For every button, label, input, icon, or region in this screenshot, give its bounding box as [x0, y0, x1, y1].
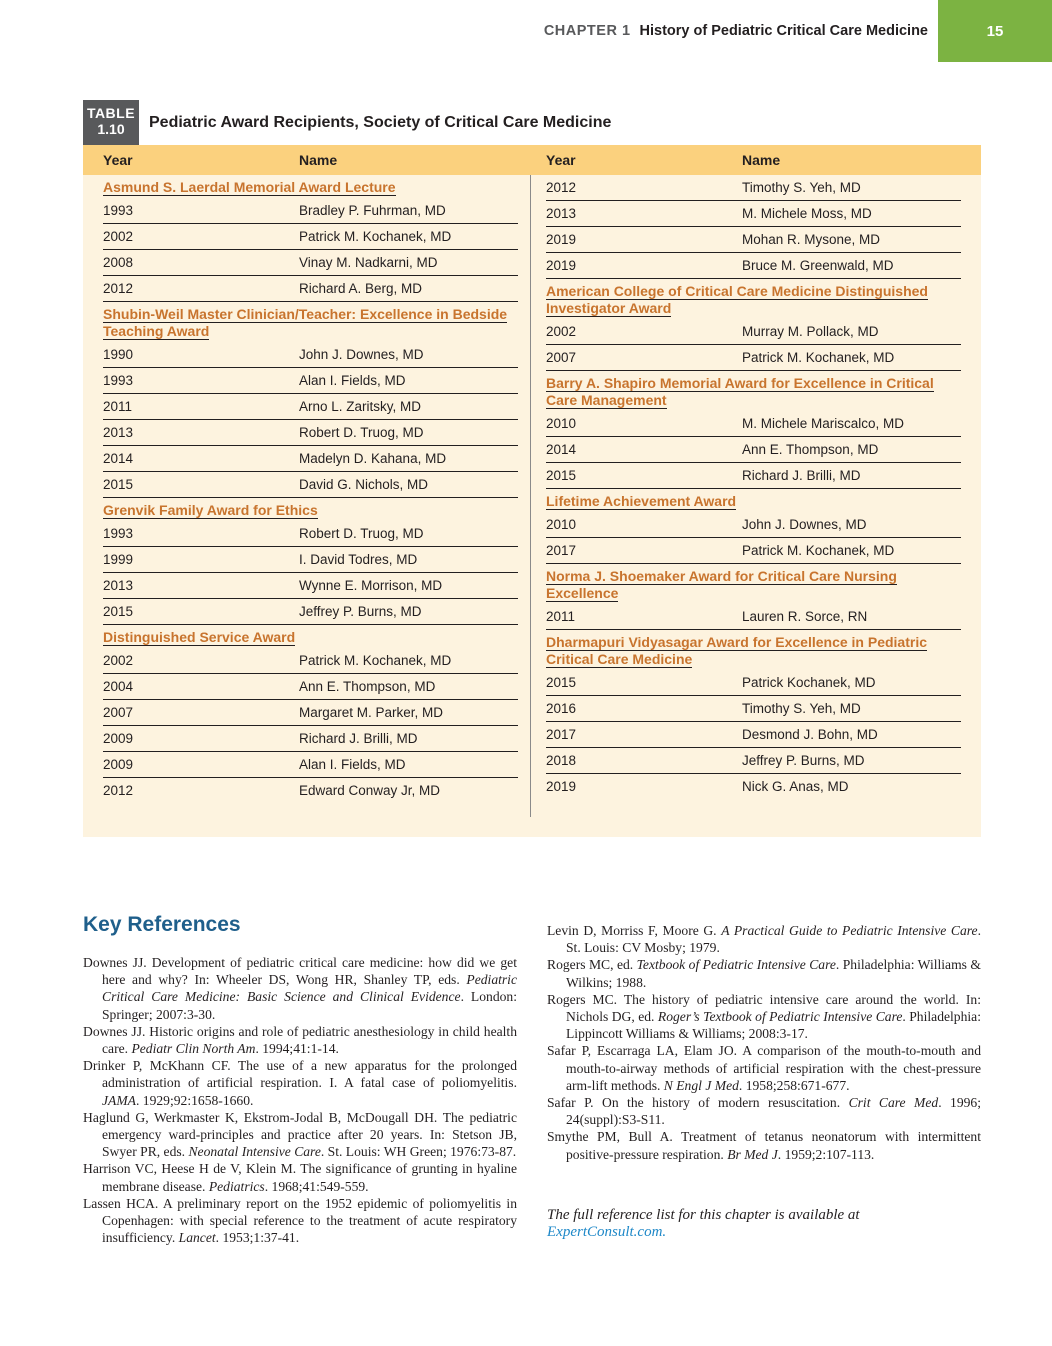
recipient-name: Bruce M. Greenwald, MD — [742, 258, 894, 273]
table-row — [546, 175, 961, 201]
award-section-title — [546, 630, 961, 670]
award-year: 2002 — [103, 229, 134, 244]
table-column-right — [546, 175, 961, 799]
award-year: 2019 — [546, 258, 577, 273]
recipient-name: Madelyn D. Kahana, MD — [299, 451, 447, 466]
recipient-name: Edward Conway Jr, MD — [299, 783, 441, 798]
col-header-year-left: Year — [103, 152, 133, 168]
award-year: 2018 — [546, 753, 577, 768]
reference-entry: Safar P. On the history of modern resuscitation. Crit Care Med. 1996; 24(suppl):S3-S11. — [547, 1095, 981, 1128]
reference-entry: Haglund G, Werkmaster K, Ekstrom-Jodal B, McDougall DH. The pediatric emergency ward-principles and practice after 20 years. In: Stetson JB, Swyer PR, eds. Neonatal Intensive Care. St. Louis: WH Green; 1976:73-87. — [83, 1109, 517, 1160]
award-year: 2010 — [546, 517, 577, 532]
award-year: 2019 — [546, 779, 577, 794]
table-tag — [83, 100, 139, 145]
table-header-row — [83, 145, 981, 175]
table-row — [546, 253, 961, 279]
award-year: 2015 — [546, 468, 577, 483]
award-year: 2019 — [546, 232, 577, 247]
column-divider — [530, 175, 531, 817]
award-year: 2004 — [103, 679, 134, 694]
table-row — [546, 411, 961, 437]
award-year: 2011 — [546, 609, 576, 624]
table-row — [546, 201, 961, 227]
recipient-name: Jeffrey P. Burns, MD — [299, 604, 422, 619]
award-year: 2015 — [103, 477, 134, 492]
table-row — [103, 752, 518, 778]
expertconsult-link[interactable]: ExpertConsult.com. — [547, 1224, 667, 1240]
award-year: 2017 — [546, 543, 577, 558]
award-year: 1990 — [103, 347, 134, 362]
recipient-name: Desmond J. Bohn, MD — [742, 727, 878, 742]
reference-entry: Drinker P, McKhann CF. The use of a new apparatus for the prolonged administration of artificial respiration. I. A fatal case of poliomyelitis. JAMA. 1929;92:1658-1660. — [83, 1058, 517, 1108]
award-year: 2012 — [546, 180, 577, 195]
award-year: 2013 — [103, 425, 134, 440]
recipient-name: John J. Downes, MD — [742, 517, 867, 532]
award-section-title-text: American College of Critical Care Medicine Distinguished Investigator Award — [546, 283, 928, 316]
page-number: 15 — [938, 0, 1052, 62]
award-section-title-text: Grenvik Family Award for Ethics — [103, 502, 318, 518]
award-year: 2007 — [546, 350, 577, 365]
table-row — [103, 547, 518, 573]
reference-entry: Harrison VC, Heese H de V, Klein M. The significance of grunting in hyaline membrane disease. Pediatrics. 1968;41:549-559. — [83, 1161, 517, 1194]
recipient-name: Lauren R. Sorce, RN — [742, 609, 868, 624]
award-section-title — [103, 175, 518, 198]
table-row — [103, 700, 518, 726]
recipient-name: David G. Nichols, MD — [299, 477, 429, 492]
award-year: 2012 — [103, 281, 134, 296]
award-section-title-text: Barry A. Shapiro Memorial Award for Excellence in Critical Care Management — [546, 375, 934, 408]
references-column-left — [83, 954, 517, 1246]
recipient-name: Murray M. Pollack, MD — [742, 324, 879, 339]
reference-entry: Lassen HCA. A preliminary report on the 1952 epidemic of poliomyelitis in Copenhagen: with special reference to the treatment of acute respiratory insufficiency. Lancet. 1953;1:37-41. — [83, 1195, 517, 1246]
recipient-name: Wynne E. Morrison, MD — [299, 578, 443, 593]
award-year: 1993 — [103, 373, 134, 388]
table-tag-word: TABLE — [86, 105, 136, 121]
award-year: 2011 — [103, 399, 133, 414]
table-row — [103, 674, 518, 700]
award-year: 2009 — [103, 731, 134, 746]
recipient-name: Arno L. Zaritsky, MD — [299, 399, 422, 414]
table-row — [546, 538, 961, 564]
table-row — [103, 648, 518, 674]
recipient-name: Ann E. Thompson, MD — [742, 442, 879, 457]
table-row — [546, 437, 961, 463]
table-row — [103, 778, 518, 803]
award-year: 1993 — [103, 526, 134, 541]
reference-entry: Downes JJ. Development of pediatric critical care medicine: how did we get here and why? In: Wheeler DS, Wong HR, Shanley TP, eds. Pediatric Critical Care Medicine: Basic Science and Clinical Evidence. London: Springer; 2007:3-30. — [83, 955, 517, 1022]
recipient-name: Ann E. Thompson, MD — [299, 679, 436, 694]
award-year: 2002 — [103, 653, 134, 668]
award-year: 2010 — [546, 416, 577, 431]
award-year: 2013 — [103, 578, 134, 593]
award-section-title — [546, 371, 961, 411]
recipient-name: Nick G. Anas, MD — [742, 779, 849, 794]
table-row — [103, 224, 518, 250]
award-year: 1999 — [103, 552, 134, 567]
award-section-title — [546, 279, 961, 319]
recipient-name: John J. Downes, MD — [299, 347, 424, 362]
col-header-name-right: Name — [742, 152, 781, 168]
table-row — [103, 726, 518, 752]
recipient-name: Alan I. Fields, MD — [299, 757, 406, 772]
table-row — [546, 512, 961, 538]
table-row — [103, 420, 518, 446]
recipient-name: M. Michele Moss, MD — [742, 206, 872, 221]
award-section-title-text: Dharmapuri Vidyasagar Award for Excellence in Pediatric Critical Care Medicine — [546, 634, 928, 667]
award-section-title-text: Asmund S. Laerdal Memorial Award Lecture — [103, 179, 396, 195]
award-year: 2002 — [546, 324, 577, 339]
table-row — [103, 250, 518, 276]
award-table — [83, 145, 981, 837]
table-row — [546, 604, 961, 630]
award-year: 1993 — [103, 203, 134, 218]
table-row — [103, 198, 518, 224]
award-year: 2007 — [103, 705, 134, 720]
full-reference-text: The full reference list for this chapter is available at — [547, 1207, 860, 1223]
award-section-title-text: Distinguished Service Award — [103, 629, 296, 645]
reference-entry: Downes JJ. Historic origins and role of pediatric anesthesiology in child health care. Pediatr Clin North Am. 1994;41:1-14. — [83, 1023, 517, 1057]
award-section-title — [103, 302, 518, 342]
recipient-name: Bradley P. Fuhrman, MD — [299, 203, 446, 218]
recipient-name: I. David Todres, MD — [299, 552, 418, 567]
recipient-name: Patrick M. Kochanek, MD — [299, 229, 452, 244]
reference-entry: Rogers MC. The history of pediatric intensive care around the world. In: Nichols DG, ed. Roger’s Textbook of Pediatric Intensive Care. Philadelphia: Lippincott Williams & Williams; 2008:3-17. — [547, 991, 981, 1042]
recipient-name: Margaret M. Parker, MD — [299, 705, 444, 720]
award-section-title — [103, 498, 518, 521]
col-header-name-left: Name — [299, 152, 338, 168]
table-tag-number: 1.10 — [97, 121, 125, 137]
table-row — [103, 368, 518, 394]
table-row — [546, 319, 961, 345]
recipient-name: Alan I. Fields, MD — [299, 373, 406, 388]
recipient-name: Patrick Kochanek, MD — [742, 675, 876, 690]
table-row — [103, 276, 518, 302]
award-year: 2014 — [103, 451, 134, 466]
award-year: 2008 — [103, 255, 134, 270]
reference-entry: Rogers MC, ed. Textbook of Pediatric Intensive Care. Philadelphia: Williams & Wilkins; 1988. — [547, 957, 981, 990]
award-year: 2012 — [103, 783, 134, 798]
table-row — [546, 345, 961, 371]
recipient-name: Patrick M. Kochanek, MD — [299, 653, 452, 668]
award-section-title — [546, 489, 961, 512]
award-section-title — [546, 564, 961, 604]
recipient-name: Timothy S. Yeh, MD — [742, 701, 861, 716]
reference-entry: Smythe PM, Bull A. Treatment of tetanus neonatorum with intermittent positive-pressure respiration. Br Med J. 1959;2:107-113. — [547, 1129, 981, 1162]
award-section-title-text: Shubin-Weil Master Clinician/Teacher: Excellence in Bedside Teaching Award — [103, 306, 508, 339]
recipient-name: Richard J. Brilli, MD — [299, 731, 418, 746]
recipient-name: Mohan R. Mysone, MD — [742, 232, 881, 247]
table-row — [103, 394, 518, 420]
chapter-label: CHAPTER 1 — [543, 23, 631, 39]
full-reference-note — [547, 1207, 981, 1241]
reference-entry: Safar P, Escarraga LA, Elam JO. A comparison of the mouth-to-mouth and mouth-to-airway methods of artificial respiration with the chest-pressure arm-lift methods. N Engl J Med. 1958;258:671-677. — [547, 1043, 981, 1093]
award-year: 2017 — [546, 727, 577, 742]
references-column-right — [547, 922, 981, 1163]
award-year: 2013 — [546, 206, 577, 221]
award-section-title-text: Norma J. Shoemaker Award for Critical Care Nursing Excellence — [546, 568, 897, 601]
recipient-name: Robert D. Truog, MD — [299, 425, 424, 440]
table-row — [103, 573, 518, 599]
chapter-title: History of Pediatric Critical Care Medicine — [639, 23, 928, 39]
recipient-name: Jeffrey P. Burns, MD — [742, 753, 865, 768]
award-year: 2015 — [103, 604, 134, 619]
table-row — [546, 227, 961, 253]
award-year: 2014 — [546, 442, 577, 457]
table-row — [546, 696, 961, 722]
table-row — [546, 463, 961, 489]
running-header — [0, 0, 938, 62]
table-row — [103, 472, 518, 498]
table-row — [103, 342, 518, 368]
award-section-title — [103, 625, 518, 648]
recipient-name: Patrick M. Kochanek, MD — [742, 543, 895, 558]
reference-entry: Levin D, Morriss F, Moore G. A Practical Guide to Pediatric Intensive Care. St. Louis: CV Mosby; 1979. — [547, 923, 981, 956]
table-row — [546, 774, 961, 799]
recipient-name: Patrick M. Kochanek, MD — [742, 350, 895, 365]
award-year: 2009 — [103, 757, 134, 772]
recipient-name: Richard J. Brilli, MD — [742, 468, 861, 483]
table-row — [103, 599, 518, 625]
table-row — [546, 722, 961, 748]
table-row — [103, 521, 518, 547]
table-row — [103, 446, 518, 472]
col-header-year-right: Year — [546, 152, 576, 168]
award-year: 2015 — [546, 675, 577, 690]
table-column-left — [103, 175, 518, 803]
table-caption: Pediatric Award Recipients, Society of Critical Care Medicine — [149, 114, 612, 131]
recipient-name: Vinay M. Nadkarni, MD — [299, 255, 438, 270]
award-year: 2016 — [546, 701, 577, 716]
recipient-name: Richard A. Berg, MD — [299, 281, 423, 296]
recipient-name: Robert D. Truog, MD — [299, 526, 424, 541]
table-row — [546, 748, 961, 774]
key-references-heading: Key References — [83, 913, 241, 936]
table-row — [546, 670, 961, 696]
recipient-name: M. Michele Mariscalco, MD — [742, 416, 905, 431]
award-section-title-text: Lifetime Achievement Award — [546, 493, 737, 509]
recipient-name: Timothy S. Yeh, MD — [742, 180, 861, 195]
